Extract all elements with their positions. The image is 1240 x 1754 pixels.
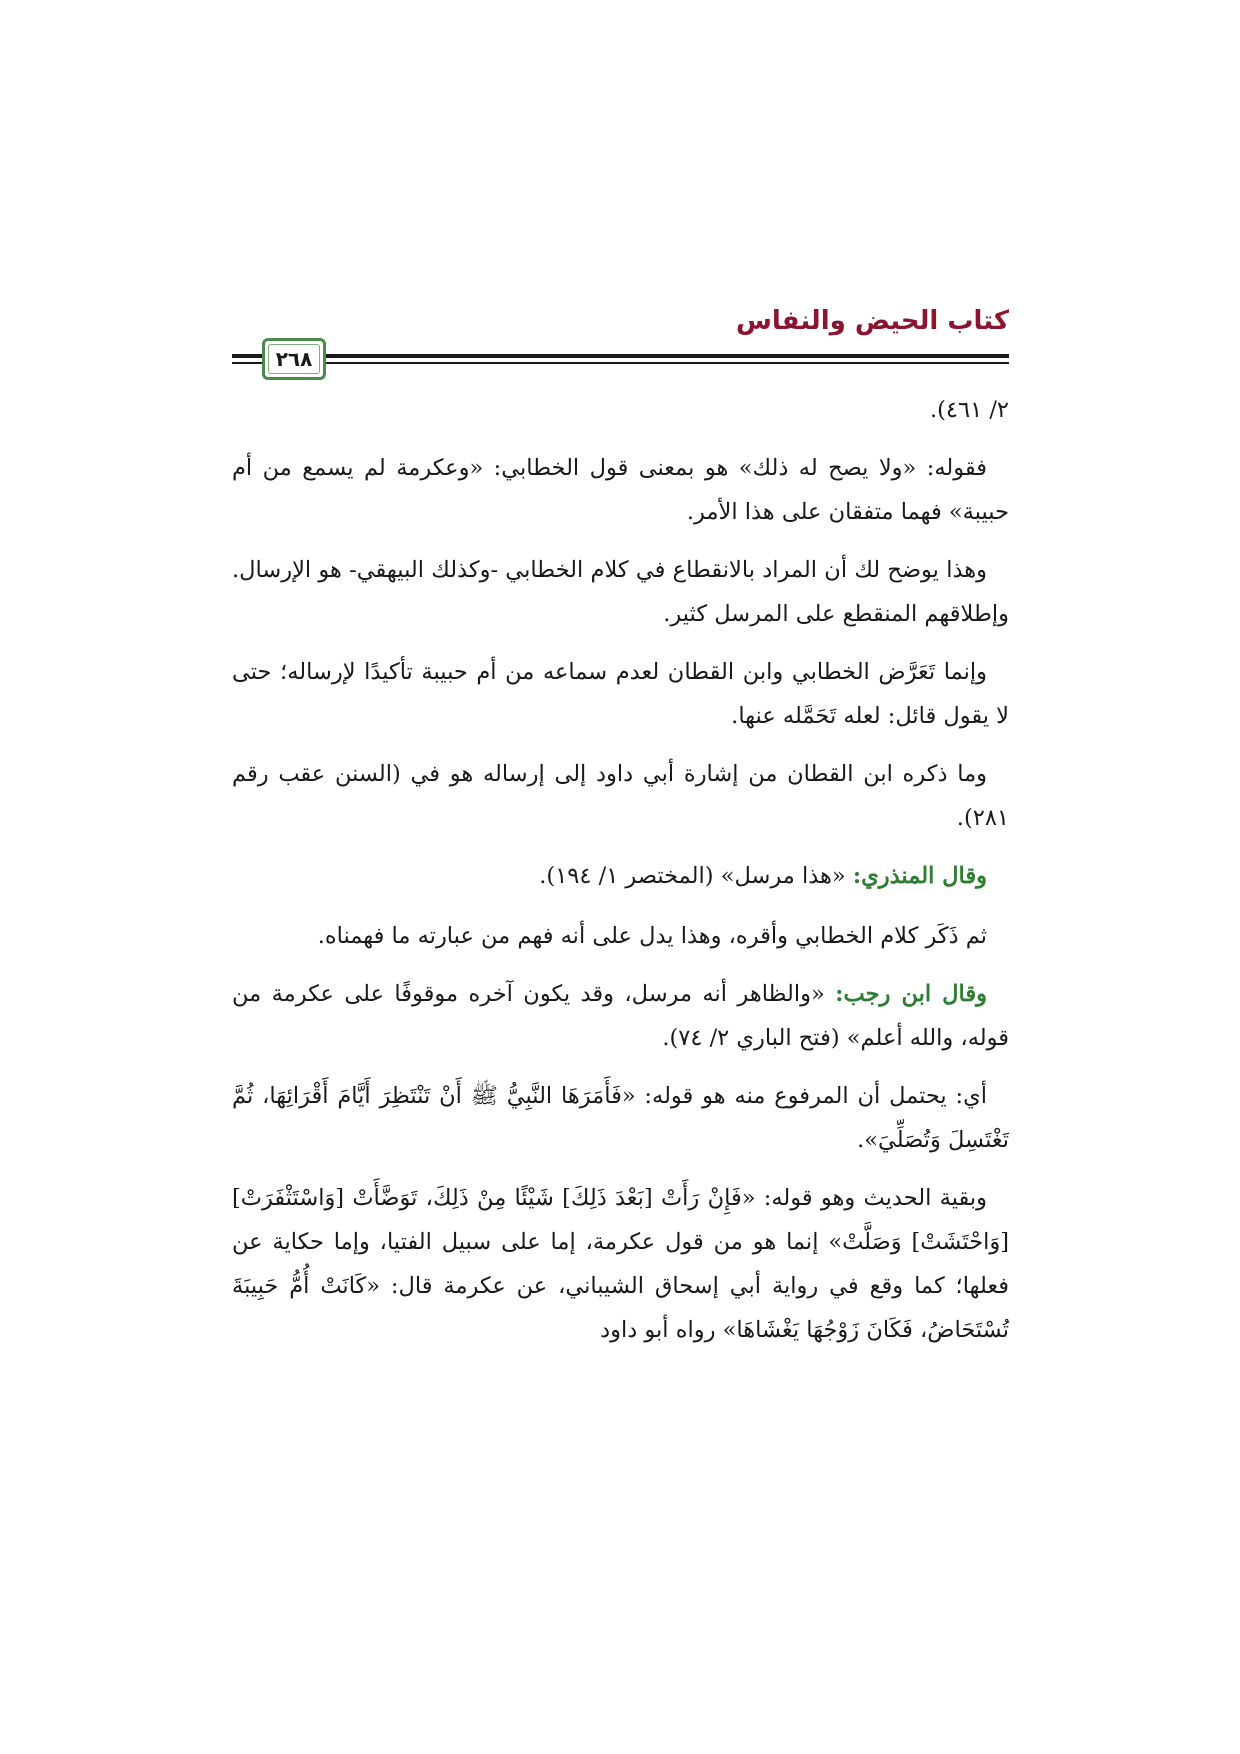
- quote-text: «والظاهر أنه مرسل، وقد يكون آخره موقوفًا على عكرمة من قوله، والله أعلم» (فتح الباري ٢/ ٧٤).: [232, 981, 1009, 1051]
- paragraph-citation-end: ٢/ ٤٦١).: [929, 397, 1009, 423]
- paragraph: وهذا يوضح لك أن المراد بالانقطاع في كلام الخطابي -وكذلك البيهقي- هو الإرسال. وإطلاقهم المنقطع على المرسل كثير.: [232, 557, 1009, 627]
- paragraph: وإنما تَعَرَّض الخطابي وابن القطان لعدم سماعه من أم حبيبة تأكيدًا لإرساله؛ حتى لا يقول قائل: لعله تَحَمَّله عنها.: [232, 659, 1009, 729]
- header-rule-thin: [232, 362, 1009, 364]
- speaker-label: وقال المنذري:: [852, 863, 987, 889]
- paragraph: ثم ذَكَر كلام الخطابي وأقره، وهذا يدل على أنه فهم من عبارته ما فهمناه.: [317, 923, 987, 949]
- page-number: ٢٦٨: [275, 347, 313, 371]
- page-body: [232, 388, 1009, 1366]
- page-header: [232, 306, 1009, 376]
- paragraph: فقوله: «ولا يصح له ذلك» هو بمعنى قول الخطابي: «وعكرمة لم يسمع من أم حبيبة» فهما متفقان على هذا الأمر.: [232, 455, 1009, 525]
- paragraph: أي: يحتمل أن المرفوع منه هو قوله: «فَأَمَرَهَا النَّبِيُّ ﷺ أَنْ تَنْتَظِرَ أَيَّامَ أَقْرَائِهَا، ثُمَّ تَغْتَسِلَ وَتُصَلِّيَ».: [232, 1083, 1009, 1153]
- page-number-badge: [262, 338, 326, 380]
- header-rule: [232, 354, 1009, 366]
- quote-text: «هذا مرسل» (المختصر ١/ ١٩٤).: [539, 863, 853, 889]
- paragraph-quote-ibn-rajab: [232, 972, 1009, 1060]
- speaker-label: وقال ابن رجب:: [835, 981, 988, 1007]
- book-title: كتاب الحيض والنفاس: [735, 306, 1009, 336]
- header-rule-thick: [232, 354, 1009, 358]
- paragraph: وبقية الحديث وهو قوله: «فَإِنْ رَأَتْ [بَعْدَ ذَلِكَ] شَيْئًا مِنْ ذَلِكَ، تَوَضَّأَتْ [وَاسْتَثْفَرَتْ] [وَاحْتَشَتْ] وَصَلَّتْ» إنما هو من قول عكرمة، إما على سبيل الفتيا، وإما حكاية عن فعلها؛ كما وقع في رواية أبي إسحاق الشيباني، عن عكرمة قال: «كَانَتْ أُمُّ حَبِيبَةَ تُسْتَحَاضُ، فَكَانَ زَوْجُهَا يَغْشَاهَا» رواه أبو داود: [232, 1185, 1009, 1343]
- paragraph-quote-mundhiri: [232, 854, 1009, 898]
- paragraph: وما ذكره ابن القطان من إشارة أبي داود إلى إرساله هو في (السنن عقب رقم ٢٨١).: [232, 761, 1009, 831]
